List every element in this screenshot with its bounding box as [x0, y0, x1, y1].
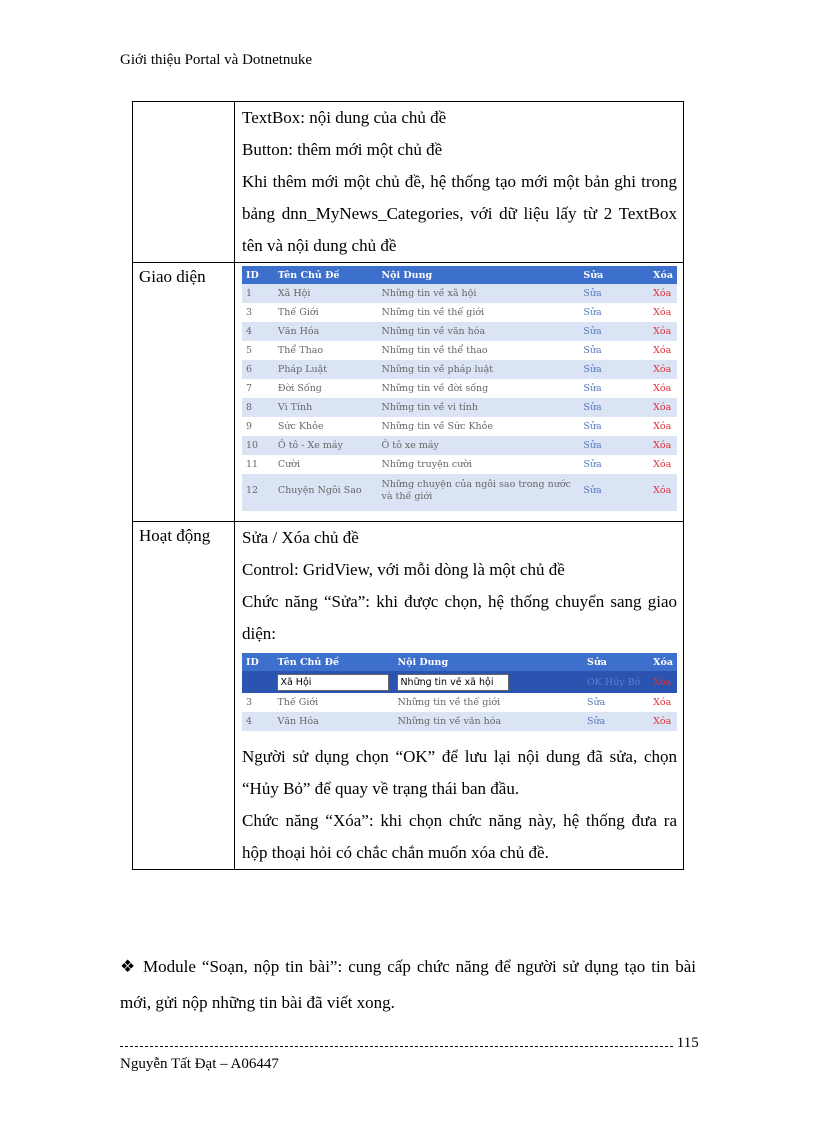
grid-cell-name: Xã Hội — [274, 284, 378, 303]
edit-link[interactable]: Sửa — [583, 712, 649, 731]
spec-row-textbox — [133, 102, 684, 263]
paragraph: Control: GridView, với mỗi dòng là một chủ đề — [242, 560, 565, 579]
grid-cell-id: 12 — [242, 474, 274, 507]
grid-cell-content: Những tin về Sức Khỏe — [378, 417, 580, 436]
edit-link[interactable]: Sửa — [579, 436, 649, 455]
grid-header-edit: Sửa — [583, 653, 649, 671]
grid-header-row — [242, 266, 677, 284]
delete-link[interactable]: Xóa — [649, 712, 677, 731]
grid-cell-content: Những chuyện của ngôi sao trong nước và thế giới — [378, 474, 580, 507]
table-row — [242, 284, 677, 303]
paragraph: Chức năng “Sửa”: khi được chọn, hệ thống chuyển sang giao diện: — [242, 592, 677, 643]
module-text: Module “Soạn, nộp tin bài”: cung cấp chức năng để người sử dụng tạo tin bài mới, gửi nộp những tin bài đã viết xong. — [120, 957, 697, 1012]
grid-cell-id: 4 — [242, 322, 274, 341]
table-row — [242, 379, 677, 398]
grid-editing-row — [242, 671, 677, 693]
edit-name-input[interactable] — [277, 674, 389, 691]
grid-header-name: Tên Chủ Đề — [274, 266, 378, 284]
edit-link[interactable]: Sửa — [579, 417, 649, 436]
grid-header-name: Tên Chủ Đề — [273, 653, 393, 671]
delete-link[interactable]: Xóa — [649, 303, 677, 322]
row-content — [235, 263, 684, 522]
edit-link[interactable]: Sửa — [579, 455, 649, 474]
grid-cell-content: Những tin về văn hóa — [393, 712, 583, 731]
grid-cell-content: Những truyện cười — [378, 455, 580, 474]
table-row — [242, 712, 677, 731]
delete-link[interactable]: Xóa — [649, 322, 677, 341]
table-row — [242, 417, 677, 436]
row-label — [133, 102, 235, 263]
grid-cell-id: 10 — [242, 436, 274, 455]
edit-grid — [242, 653, 677, 731]
category-grid — [242, 266, 677, 507]
grid-cell-content: Những tin về văn hóa — [378, 322, 580, 341]
delete-link[interactable]: Xóa — [649, 417, 677, 436]
edit-link[interactable]: Sửa — [579, 322, 649, 341]
table-row — [242, 322, 677, 341]
row-label: Hoạt động — [133, 522, 235, 870]
spec-row-activity — [133, 522, 684, 870]
paragraph: Button: thêm mới một chủ đề — [242, 140, 443, 159]
category-grid-screenshot — [242, 266, 677, 516]
grid-header-edit: Sửa — [579, 266, 649, 284]
grid-cell-content: Những tin về thế giới — [378, 303, 580, 322]
delete-link[interactable]: Xóa — [649, 455, 677, 474]
paragraph: Khi thêm mới một chủ đề, hệ thống tạo mới một bản ghi trong bảng dnn_MyNews_Categories, với dữ liệu lấy từ 2 TextBox tên và nội dung chủ đề — [242, 172, 677, 255]
grid-cell-content: Ô tô xe máy — [378, 436, 580, 455]
delete-link[interactable]: Xóa — [649, 379, 677, 398]
grid-cell-content: Những tin về thể thao — [378, 341, 580, 360]
grid-cell-name: Thể Thao — [274, 341, 378, 360]
spec-row-interface — [133, 263, 684, 522]
grid-cell-content: Những tin về xã hội — [378, 284, 580, 303]
grid-cell-id: 7 — [242, 379, 274, 398]
bullet-icon: ❖ — [120, 957, 137, 976]
grid-header-content: Nội Dung — [378, 266, 580, 284]
grid-cell-content: Những tin về đời sống — [378, 379, 580, 398]
edit-link[interactable]: Sửa — [579, 474, 649, 507]
table-row — [242, 341, 677, 360]
grid-cell-name: Thế Giới — [273, 693, 393, 712]
page-header: Giới thiệu Portal và Dotnetnuke — [120, 52, 313, 68]
table-row — [242, 474, 677, 507]
spec-table — [132, 101, 684, 870]
paragraph: Sửa / Xóa chủ đề — [242, 528, 359, 547]
grid-cell-id: 5 — [242, 341, 274, 360]
grid-cell-id: 11 — [242, 455, 274, 474]
edit-link[interactable]: Sửa — [579, 398, 649, 417]
grid-header-delete: Xóa — [649, 266, 677, 284]
grid-cell-name: Cười — [274, 455, 378, 474]
row-label: Giao diện — [133, 263, 235, 522]
paragraph: TextBox: nội dung của chủ đề — [242, 108, 447, 127]
grid-cell-name: Chuyện Ngôi Sao — [274, 474, 378, 507]
page-number: 115 — [676, 1035, 699, 1051]
grid-cell-id: 3 — [242, 693, 273, 712]
grid-cell-name: Ô tô - Xe máy — [274, 436, 378, 455]
delete-link[interactable]: Xóa — [649, 693, 677, 712]
edit-link[interactable]: Sửa — [579, 360, 649, 379]
delete-link[interactable]: Xóa — [649, 284, 677, 303]
grid-header-delete: Xóa — [649, 653, 677, 671]
row-content — [235, 102, 684, 263]
table-row — [242, 436, 677, 455]
delete-link[interactable]: Xóa — [649, 671, 677, 693]
grid-cell-id: 9 — [242, 417, 274, 436]
ok-cancel-links[interactable]: OK Hủy Bỏ — [583, 671, 649, 693]
grid-cell-name: Văn Hóa — [273, 712, 393, 731]
grid-cell-id: 4 — [242, 712, 273, 731]
grid-cell-id: 6 — [242, 360, 274, 379]
edit-link[interactable]: Sửa — [579, 303, 649, 322]
grid-cell-id: 3 — [242, 303, 274, 322]
table-row — [242, 398, 677, 417]
delete-link[interactable]: Xóa — [649, 398, 677, 417]
grid-header-content: Nội Dung — [393, 653, 583, 671]
edit-link[interactable]: Sửa — [579, 379, 649, 398]
grid-cell-name: Sức Khỏe — [274, 417, 378, 436]
delete-link[interactable]: Xóa — [649, 341, 677, 360]
edit-content-input[interactable] — [397, 674, 509, 691]
paragraph: Chức năng “Xóa”: khi chọn chức năng này, hệ thống đưa ra hộp thoại hỏi có chắc chắn muốn xóa chủ đề. — [242, 811, 677, 862]
grid-cell-content: Những tin về pháp luật — [378, 360, 580, 379]
table-row — [242, 303, 677, 322]
grid-cell-id: 8 — [242, 398, 274, 417]
edit-link[interactable]: Sửa — [583, 693, 649, 712]
grid-cell-name: Thế Giới — [274, 303, 378, 322]
delete-link[interactable]: Xóa — [649, 474, 677, 507]
delete-link[interactable]: Xóa — [649, 360, 677, 379]
grid-cell-name: Đời Sống — [274, 379, 378, 398]
table-row — [242, 360, 677, 379]
delete-link[interactable]: Xóa — [649, 436, 677, 455]
row-content — [235, 522, 684, 870]
grid-header-row — [242, 653, 677, 671]
edit-grid-screenshot — [242, 653, 677, 736]
dashed-rule — [120, 1038, 673, 1047]
grid-cell-name: Pháp Luật — [274, 360, 378, 379]
table-row — [242, 693, 677, 712]
edit-link[interactable]: Sửa — [579, 341, 649, 360]
grid-header-id: ID — [242, 653, 273, 671]
grid-cell-content: Những tin về thế giới — [393, 693, 583, 712]
footer-author: Nguyễn Tất Đạt – A06447 — [120, 1056, 279, 1072]
edit-link[interactable]: Sửa — [579, 284, 649, 303]
grid-cell-name: Vi Tính — [274, 398, 378, 417]
grid-cell-id: 1 — [242, 284, 274, 303]
footer-separator — [120, 1035, 700, 1052]
module-description — [120, 949, 696, 1021]
grid-cell-name: Văn Hóa — [274, 322, 378, 341]
grid-cell-content: Những tin về vi tính — [378, 398, 580, 417]
table-row — [242, 455, 677, 474]
paragraph: Người sử dụng chọn “OK” để lưu lại nội dung đã sửa, chọn “Hủy Bỏ” để quay về trạng thái ban đầu. — [242, 747, 677, 798]
grid-header-id: ID — [242, 266, 274, 284]
